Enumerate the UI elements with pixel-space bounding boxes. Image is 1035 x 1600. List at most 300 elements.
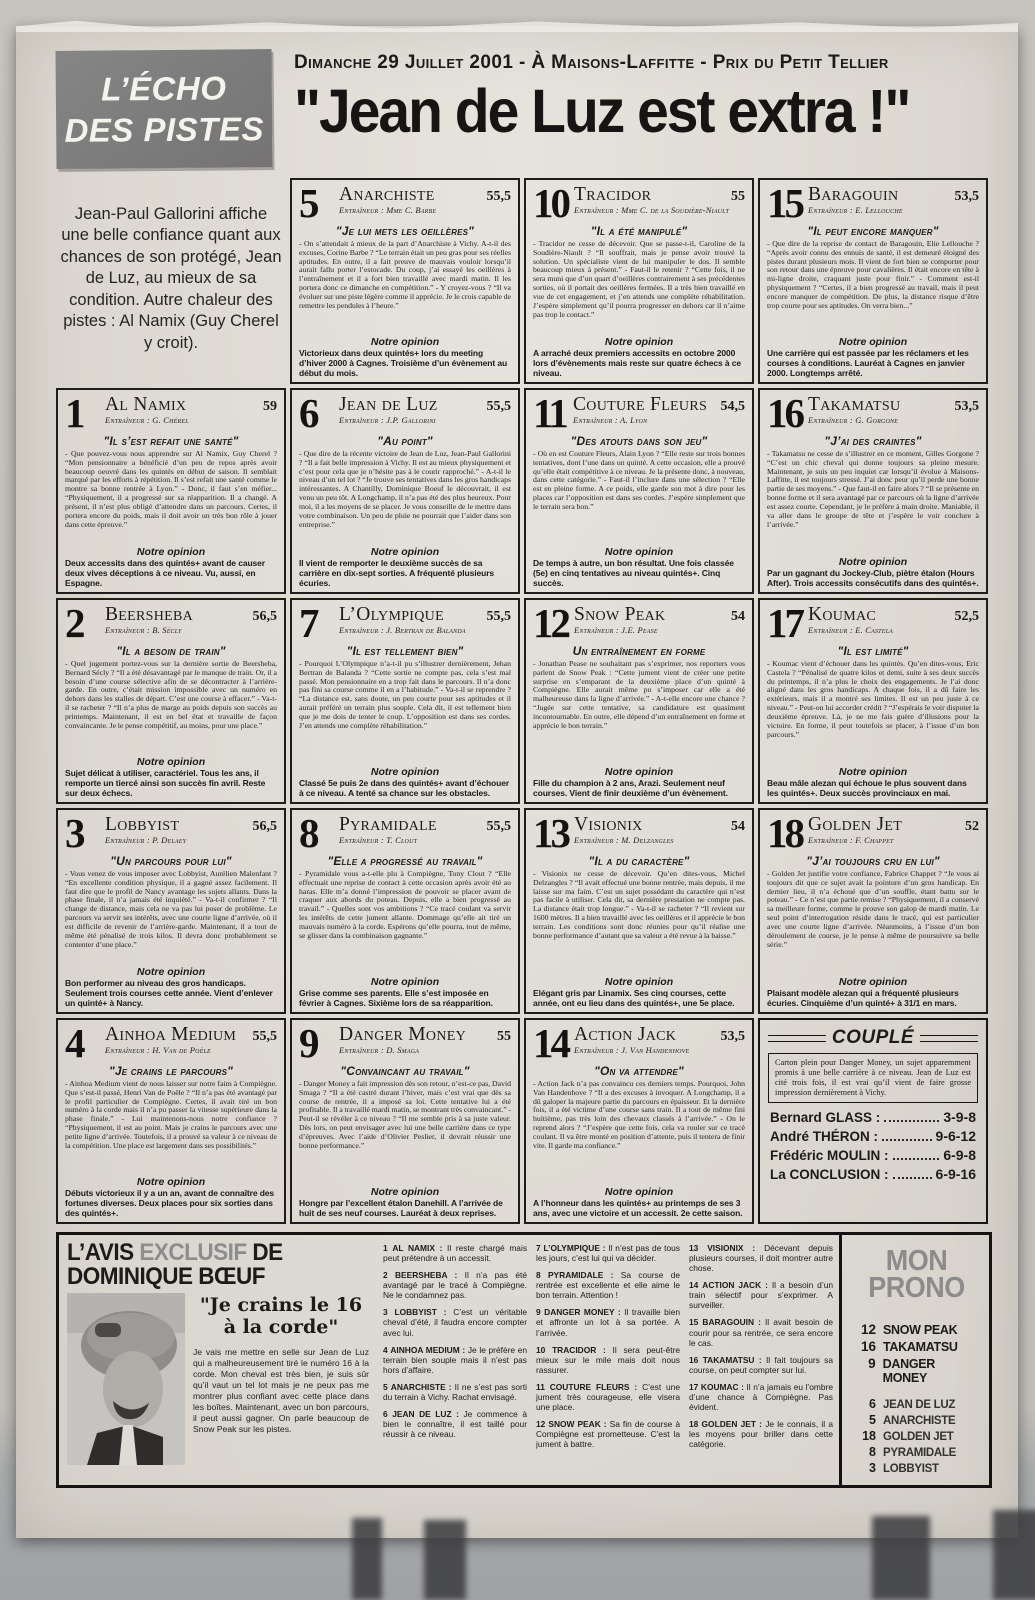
summary-text: Il sera peut-être mieux sur le mile mais doit nous rassurer. <box>536 1344 680 1375</box>
horse-name: Jean de Luz <box>339 394 438 415</box>
prono-pick-number: 3 <box>869 1461 876 1476</box>
horse-card-header <box>299 600 511 646</box>
horse-number: 12 <box>533 600 568 646</box>
summary-horse-label: 12 SNOW PEAK : <box>536 1419 607 1430</box>
horse-name: Golden Jet <box>808 814 903 835</box>
horse-weight: 55,5 <box>252 1029 277 1044</box>
horse-summaries-list <box>377 1235 839 1485</box>
jockey-statement: Je vais me mettre en selle sur Jean de Luz qui a malheureusement tiré le numéro 16 à la corde. Mon cheval est très bien, je suis sûr qu’il vaut un tel lot mais je ne peux pas me montrer plus confiant avec cette place dans les boîtes. Maintenant, avec un bon parcours, il peut aussi gagner. On parle beaucoup de Snow Peak sur les pistes. <box>193 1346 369 1434</box>
couple-picks-list <box>768 1109 978 1182</box>
prono-other-picks <box>852 1397 981 1475</box>
horse-quote-headline: "Il s’est refait une santé" <box>103 433 239 448</box>
horse-card <box>290 808 520 1014</box>
prono-pick-name: TAKAMATSU <box>883 1340 958 1355</box>
horse-card <box>758 178 988 384</box>
notre-opinion-text: Sujet délicat à utiliser, caractériel. Tous les ans, il remporte un tiercé ainsi son succès fin avril. Reste sur deux échecs. <box>65 768 266 799</box>
prono-pick-number: 16 <box>860 1339 876 1355</box>
couple-pick-numbers: 6-9-16 <box>935 1165 976 1182</box>
newspaper-sheet <box>16 26 1018 1538</box>
horse-trainer: Entraîneur : M. Delzangles <box>574 835 674 845</box>
horse-summary-item <box>383 1270 527 1300</box>
summary-text: Sa fin de course à Compiègne est prometteuse. C’est la jument à battre. <box>536 1419 681 1450</box>
horse-card-header <box>533 600 745 646</box>
horse-name: Al Namix <box>105 394 187 415</box>
prono-pick-number: 9 <box>868 1356 876 1372</box>
horse-summary-item <box>536 1345 680 1375</box>
jockey-name: DOMINIQUE BŒUF <box>67 1262 265 1290</box>
couple-picker-name: Frédéric MOULIN : <box>770 1147 889 1163</box>
rule-line <box>768 1035 826 1042</box>
notre-opinion-text: Victorieux dans deux quintés+ lors du meeting d’hiver 2000 à Cagnes. Troisième d’un évènement au début du mois. <box>299 348 508 379</box>
horse-number: 14 <box>533 1020 568 1066</box>
horse-trainer: Entraîneur : J. Van Handenhove <box>574 1045 690 1055</box>
horse-name: Anarchiste <box>339 184 435 205</box>
horse-trainer: Entraîneur : Mme C. Barbe <box>339 205 437 215</box>
horse-summary-item <box>383 1382 527 1402</box>
notre-opinion-text: Débuts victorieux il y a un an, avant de connaître des fortunes diverses. Deux places pour six sorties dans des quintés+. <box>65 1188 275 1219</box>
horse-card-header <box>533 810 745 856</box>
jockey-photo-illustration <box>67 1293 185 1465</box>
expert-opinion-block <box>59 1235 377 1485</box>
horse-number: 6 <box>299 390 317 436</box>
horse-trainer: Entraîneur : E. Castela <box>808 625 893 635</box>
horse-interview-text: - Ainhoa Medium vient de nous laisser sur notre faim à Compiègne. Que s’est-il passé, Henri Van de Poële ? “Il n’a pas été avantagé par le profil particulier de Compiègne. Certes, il avait tiré un bon numéro à la corde mais il n’a pu passer la vitesse supérieure dans la phase finale.” - Lui maintenons-nous notre confiance ? “Physiquement, il est au point. Mais je crains le parcours avec une petite ligne d’arrivée. Toutefois, il a prouvé sa valeur à ce niveau de la compétition. Une place est largement dans ses possibilités.” <box>65 1079 277 1150</box>
horse-card <box>758 808 988 1014</box>
scan-shadow-bar <box>352 1518 382 1600</box>
notre-opinion-label: Notre opinion <box>370 766 440 779</box>
horse-trainer: Entraîneur : J.P. Gallorini <box>339 415 436 425</box>
horse-interview-text: - On s’attendait à mieux de la part d’Anarchiste à Vichy. A-t-il des excuses, Corine Barbe ? “Le terrain était un peu gras pour ses réelles aptitudes. En outre, il a fait preuve de mauvais vouloir lorsqu’il aurait fallu porter l’estocade. Du coup, j’ai essayé les oeillères à l’entraînement et il a fort bien travaillé avec mardi matin. Il les portera donc ce dimanche en compétition.” - Y croyez-vous ? “Il va évoluer sur une piste légère comme il apprécie. Je le crois capable de remettre les pendules à l’heure.” <box>299 239 511 310</box>
summary-text: Décevant depuis plusieurs courses, il doit montrer autre chose. <box>689 1243 833 1274</box>
masthead <box>56 50 992 168</box>
notre-opinion-text: Bon performer au niveau des gros handicaps. Seulement trois courses cette année. Vient d’enlever un quinté+ à Nancy. <box>65 978 273 1009</box>
notre-opinion-label: Notre opinion <box>136 546 206 559</box>
prono-pick-number: 8 <box>869 1445 876 1460</box>
couple-pick-row <box>770 1128 976 1144</box>
scan-shadow-bar <box>872 1516 930 1600</box>
notre-opinion-label: Notre opinion <box>136 1176 206 1189</box>
jockey-quote: "Je crains le 16 à la corde" <box>199 1293 363 1338</box>
summary-text: Je commence à bien le connaître, il est taillé pour réussir à ce niveau. <box>383 1409 527 1440</box>
couple-pick-row <box>770 1147 976 1163</box>
horse-trainer: Entraîneur : B. Sécly <box>105 625 182 635</box>
horse-card <box>524 388 754 594</box>
notre-opinion-text: De temps à autre, un bon résultat. Une fois classée (5e) en cinq tentatives au niveau quintés+. Cinq succès. <box>533 558 734 589</box>
horse-weight: 54,5 <box>720 399 745 414</box>
notre-opinion-text: Une carrière qui est passée par les réclamers et les courses à conditions. Lauréat à Cagnes en janvier 2000. Longtemps arrêté. <box>767 348 969 379</box>
horse-card <box>290 1018 520 1224</box>
summary-text: Sa course de rentrée est excellente et elle aime le bon terrain. Attention ! <box>536 1270 681 1301</box>
horse-trainer: Entraîneur : Mme C. de la Soudière-Niault <box>574 205 730 215</box>
horse-weight: 55,5 <box>486 399 511 414</box>
horse-weight: 56,5 <box>252 609 277 624</box>
prono-pick-number: 12 <box>860 1322 876 1338</box>
horse-interview-text: - Visionix ne cesse de décevoir. Qu’en dites-vous, Michel Delzangles ? “Il avait effectué une bonne rentrée, mais depuis, il me laisse sur ma faim. C’est un sujet possédant du caractère qui n’est pas facile à utiliser. Cela dit, sa dernière prestation ne compte pas. La distance était trop longue.” - Va-t-il se racheter ? “Il revient sur 1600 mètres. Il a bien travaillé avec les oeillères et il apprécie le bon terrain. Les conditions sont donc réunies pour qu’il réalise une bonne performance d’autant que sa valeur a été revue à la baisse.” <box>533 869 745 940</box>
race-dateline: Dimanche 29 Juillet 2001 - À Maisons-Laffitte - Prix du Petit Tellier <box>294 52 889 73</box>
horse-interview-text: - Golden Jet justifie votre confiance, Fabrice Chappet ? “Je vous ai toujours dit que ce sujet avait la pointure d’un gros handicap. En dernier lieu, il n’a échoué que d’un souffle, étant battu sur le poteau.” - Ce n’est que partie remise ? “Physiquement, il a conservé sa meilleure forme, comme le prouve son galop de mardi matin. Le seul point d’interrogation réside dans le tracé, qui est particulier avec une courte ligne d’arrivée. Néanmoins, à l’issue d’un bon déroulement de course, je le pense à même de poursuivre sa belle série.” <box>767 869 979 949</box>
summary-text: Il fait toujours sa course, on peut compter sur lui. <box>689 1354 834 1375</box>
horse-interview-text: - Quel jugement portez-vous sur la dernière sortie de Beersheba, Bernard Sécly ? “Il a été désavantagé par le manque de train. Or, il a besoin d’une course sélective afin de se décontracter à l’arrière-garde. En outre, c’était mission impossible avec un numéro en dehors dans les stalles de départ. C’est une course à effacer.” - Va-t-il se racheter ? “Il n’a plus de marge au poids depuis son succès au printemps. Maintenant, il est en bel état et travaille de façon convaincante. Je le pense compétitif, au moins, pour une place.” <box>65 659 277 730</box>
prono-pick-name: JEAN DE LUZ <box>883 1399 956 1412</box>
couple-text: Carton plein pour Danger Money, un sujet apparemment promis à une belle carrière à ce niveau. Jean de Luz est cité trois fois, il est vrai qu’il vient de faire grosse impression dernièrement à Vichy. <box>768 1053 978 1103</box>
notre-opinion-text: Par un gagnant du Jockey-Club, piètre étalon (Hours After). Trois accessits consécutifs dans des quintés+. <box>767 568 979 589</box>
dotted-leader <box>893 1158 940 1160</box>
horse-trainer: Entraîneur : J. Bertran de Balanda <box>339 625 466 635</box>
couple-box <box>758 1018 988 1224</box>
horse-quote-headline: "Convaincant au travail" <box>340 1063 470 1078</box>
horse-quote-headline: "On va attendre" <box>594 1063 684 1078</box>
horse-number: 5 <box>299 180 317 226</box>
summary-horse-label: 18 GOLDEN JET : <box>689 1419 762 1430</box>
column-3 <box>524 178 754 1224</box>
notre-opinion-text: Deux accessits dans des quintés+ avant de causer deux vives déceptions à ce niveau. Vu, aussi, en Espagne. <box>65 558 266 589</box>
horse-interview-text: - Action Jack n’a pas convaincu ces derniers temps. Pourquoi, John Van Handenhove ? “Il a des excuses à invoquer. A Longchamp, il a dû galoper la majeure partie du parcours en épaisseur. Et la dernière fois, il a été victime d’une course sans train. Il a tout de même fini huitième, pas très loin des chevaux classés à l’arrivée.” - On le reprend alors ? “J’espère que cette fois, cela va rouler sur ce tracé coulant. Il va être monté en position d’attente, puis il tentera de finir vite. Il garde ma confiance.” <box>533 1079 745 1150</box>
horse-interview-text: - Jonathan Pease ne souhaitant pas s’exprimer, nos reporters vous parlent de Snow Peak : “Cette jument vient de créer une petite surprise en s’emparant de la deuxième place d’un quinté à Compiègne. Elle aurait même pu s’imposer car elle a été malheureuse dans la ligne d’arrivée.” - A-t-elle encore une chance ? “Jugée sur cette tentative, sa candidature est quasiment incontournable. En outre, elle dépend d’un entraînement en forme et apprécie le bon terrain.” <box>533 659 745 730</box>
horse-card-header <box>767 180 979 226</box>
notre-opinion-text: Plaisant modèle alezan qui a fréquenté plusieurs écuries. Cinquième d’un quinté+ à 31/1 en mars. <box>767 988 959 1009</box>
summary-horse-label: 14 ACTION JACK : <box>689 1280 768 1291</box>
horse-number: 7 <box>299 600 317 646</box>
horse-trainer: Entraîneur : E. Lellouche <box>808 205 903 215</box>
horse-weight: 52,5 <box>954 609 979 624</box>
horse-card <box>524 1018 754 1224</box>
horse-card <box>56 388 286 594</box>
horse-card <box>290 598 520 804</box>
horse-card <box>758 598 988 804</box>
summary-horse-label: 5 ANARCHISTE : <box>383 1381 452 1392</box>
summary-text: Je le préfère en terrain bien souple mais il n’est pas hors d’affaire. <box>383 1344 528 1375</box>
notre-opinion-label: Notre opinion <box>838 336 908 349</box>
horse-weight: 55 <box>731 189 745 204</box>
prono-pick-name: LOBBYIST <box>883 1463 939 1476</box>
summary-horse-label: 7 L’OLYMPIQUE : <box>536 1243 606 1253</box>
horse-card-header <box>299 390 511 436</box>
torn-paper-edge <box>16 18 1018 32</box>
notre-opinion-text: Classé 5e puis 2e dans des quintés+ avant d’échouer à ce niveau. A tenté sa chance sur les obstacles. <box>299 778 510 799</box>
dotted-leader <box>893 1177 932 1179</box>
prono-box <box>839 1235 989 1485</box>
horse-summary-item <box>689 1280 833 1310</box>
prono-pick-name: SNOW PEAK <box>883 1323 958 1338</box>
horse-weight: 55,5 <box>486 609 511 624</box>
horse-number: 9 <box>299 1020 317 1066</box>
horse-summary-item <box>689 1419 833 1449</box>
horse-quote-headline: Un entraînement en forme <box>572 643 706 658</box>
summary-text: C’est une jument très courageuse, elle visera une place. <box>536 1381 680 1413</box>
summary-horse-label: 1 AL NAMIX : <box>383 1243 443 1253</box>
notre-opinion-label: Notre opinion <box>604 546 674 559</box>
horse-number: 16 <box>767 390 802 436</box>
notre-opinion-label: Notre opinion <box>838 976 908 989</box>
bottom-band <box>56 1232 992 1488</box>
notre-opinion-label: Notre opinion <box>838 556 908 569</box>
horse-weight: 54 <box>731 609 745 624</box>
summary-horse-label: 4 AINHOA MEDIUM : <box>383 1344 466 1355</box>
couple-picker-name: Bernard GLASS : <box>770 1109 881 1125</box>
prono-pick-row <box>852 1397 981 1411</box>
horse-summary-item <box>383 1243 527 1263</box>
notre-opinion-text: Grise comme ses parents. Elle s’est imposée en février à Cagnes. Sixième lors de sa réapparition. <box>299 988 493 1009</box>
couple-pick-numbers: 9-6-12 <box>935 1127 976 1144</box>
horse-number: 1 <box>65 390 83 436</box>
horse-name: Pyramidale <box>339 814 437 835</box>
horse-weight: 52 <box>965 819 979 834</box>
horse-weight: 56,5 <box>252 819 277 834</box>
horse-number: 13 <box>533 810 568 856</box>
horse-weight: 53,5 <box>954 189 979 204</box>
horse-interview-text: - Que dire de la reprise de contact de Baragouin, Elie Lellouche ? “Après avoir connu des ennuis de santé, il est demeuré éloigné des pistes durant plusieurs mois. Il vient de fort bien se comporter pour son retour dans une épreuve pour cavalières. Il était encore en tête à mi-ligne droite, craquant juste pour finir.” - Comment est-il physiquement ? “Certes, il a bien progressé au travail, mais il peut encore manquer de compétition. De plus, la distance risque d’être trop courte pour ses aptitudes. On verra bien...” <box>767 239 979 310</box>
expert-opinion-heading: L’AVIS EXCLUSIF DE DOMINIQUE BŒUF <box>67 1238 283 1290</box>
horse-name: Lobbyist <box>105 814 180 835</box>
horse-card-header <box>299 1020 511 1066</box>
horse-trainer: Entraîneur : H. Van de Poële <box>105 1045 211 1055</box>
horse-name: Visionix <box>574 814 643 835</box>
summary-text: C’est un véritable cheval d’été, il faudra encore compter avec lui. <box>383 1307 527 1338</box>
horse-card-header <box>299 810 511 856</box>
horse-number: 2 <box>65 600 83 646</box>
prono-pick-row <box>852 1413 981 1427</box>
horse-name: L’Olympique <box>339 604 444 625</box>
couple-pick-row <box>770 1109 976 1125</box>
horse-card-header <box>65 810 277 856</box>
scan-shadow-bar <box>993 1510 1035 1600</box>
horse-card-header <box>767 810 979 856</box>
prono-pick-row <box>852 1429 981 1443</box>
notre-opinion-label: Notre opinion <box>370 1186 440 1199</box>
horse-number: 18 <box>767 810 802 856</box>
horse-card-header <box>533 180 745 226</box>
summary-text: Il n’est pas de tous les jours, c’est lui qui va décider. <box>536 1243 680 1264</box>
notre-opinion-label: Notre opinion <box>370 976 440 989</box>
horse-summary-item <box>383 1409 527 1439</box>
summary-text: Il reste chargé mais peut prétendre à un accessit. <box>383 1243 528 1264</box>
horse-weight: 53,5 <box>720 1029 745 1044</box>
summary-horse-label: 15 BARAGOUIN : <box>689 1317 761 1328</box>
prono-pick-number: 18 <box>862 1429 876 1444</box>
horse-card-header <box>533 390 745 436</box>
horse-card-header <box>767 390 979 436</box>
horse-quote-headline: "Il a besoin de train" <box>116 643 226 658</box>
summary-text: Je le connais, il a les moyens pour briller dans cette catégorie. <box>689 1419 833 1450</box>
horse-interview-text: - Que pouvez-vous nous apprendre sur Al Namix, Guy Cherel ? “Mon pensionnaire a bénéficié d’un peu de repos après avoir beaucoup oeuvré dans les quintés en début de saison. Il semblait marqué par les efforts à répétition. Il s’est refait une santé comme le montre sa bonne rentrée à Lyon.” - Donc, il faut s’en méfier... “Physiquement, il a progressé sur sa réapparition. Il a changé. A présent, il n’est plus obligé d’attendre dans un parcours. Certes, il portera encore du poids, mais il doit avoir un très bon rôle à jouer dans cette épreuve.” <box>65 449 277 529</box>
horse-trainer: Entraîneur : J.E. Pease <box>574 625 658 635</box>
horse-cards-grid <box>56 178 992 1224</box>
prono-pick-row <box>852 1339 981 1354</box>
horse-summary-item <box>383 1307 527 1337</box>
summary-horse-label: 2 BEERSHEBA : <box>383 1270 458 1281</box>
horse-card <box>524 598 754 804</box>
horse-quote-headline: "Je crains le parcours" <box>108 1063 234 1078</box>
horse-trainer: Entraîneur : D. Smaga <box>339 1045 420 1055</box>
horse-name: Couture Fleurs <box>573 394 708 415</box>
horse-name: Takamatsu <box>808 394 901 415</box>
horse-quote-headline: "Elle a progressé au travail" <box>327 853 483 868</box>
notre-opinion-label: Notre opinion <box>838 766 908 779</box>
horse-card <box>56 808 286 1014</box>
horse-name: Ainhoa Medium <box>105 1024 237 1045</box>
horse-card <box>290 178 520 384</box>
horse-interview-text: - Pourquoi L’Olympique n’a-t-il pu s’illustrer dernièrement, Jehan Bertran de Balanda ? “Cette sortie ne compte pas, cela s’est mal passé. Mon pensionnaire en a trop fait dans le parcours. Il n’a donc pas fini sa course comme il en a l’habitude.” - Va-t-il se reprendre ? “La distance est, sans doute, un peu courte pour ses aptitudes et il aurait préféré un terrain plus souple. Cela dit, il est tellement bien que je me dois de tenter le coup. L’opposition est dans ses cordes. J’en attends une complète réhabilitation.” <box>299 659 511 730</box>
prono-pick-name: PYRAMIDALE <box>883 1447 957 1460</box>
horse-card <box>56 1018 286 1224</box>
horse-name: Beersheba <box>105 604 194 625</box>
horse-interview-text: - Koumac vient d’échouer dans les quintés. Qu’en dites-vous, Eric Castela ? “Pénalisé de quatre kilos et demi, suite à ses deux succès du printemps, il n’a plus le choix des engagements. Je l’ai donc aligné dans les gros handicaps. A chaque fois, il a dû faire les extérieurs, mais il a montré ses limites. Il est un peu juste à ce niveau.” - Peut-on lui accorder crédit ? “J’espérais le voir disputer la deuxième épreuve. Là, je ne me fais guère d’illusions pour la victoire. En forme, il peut toutefois se placer, à l’issue d’un bon parcours.” <box>767 659 979 739</box>
horse-summary-item <box>536 1243 680 1263</box>
dotted-leader <box>882 1139 932 1141</box>
horse-trainer: Entraîneur : G. Chérel <box>105 415 189 425</box>
column-2 <box>290 178 520 1224</box>
summary-horse-label: 16 TAKAMATSU : <box>689 1354 762 1365</box>
horse-summary-item <box>536 1270 680 1300</box>
couple-title: COUPLÉ <box>831 1027 915 1048</box>
couple-pick-numbers: 6-9-8 <box>943 1146 976 1163</box>
couple-picker-name: La CONCLUSION : <box>770 1166 889 1182</box>
notre-opinion-text: Il vient de remporter le deuxième succès de sa carrière en dix-sept sorties. A fréquenté plusieurs écuries. <box>299 558 495 589</box>
summary-horse-label: 17 KOUMAC : <box>689 1381 744 1392</box>
horse-card <box>56 598 286 804</box>
horse-summary-item <box>689 1317 833 1347</box>
horse-trainer: Entraîneur : G. Gorgone <box>808 415 899 425</box>
horse-interview-text: - Pyramidale vous a-t-elle plu à Compiègne, Tony Clout ? “Elle effectuait une reprise de contact à cette occasion après avoir été au haras. Elle m’a donné l’impression de pouvoir se placer avant de craquer aux abords du poteau. Depuis, elle a bien progressé au travail.” - Quelles sont vos ambitions ? “Ce tracé coulant va servir les intérêts de cette jument allante. Dommage qu’elle ait tiré un mauvais numéro à la corde. Espérons qu’elle pourra, tout de même, se glisser dans la combinaison gagnante.” <box>299 869 511 940</box>
horse-weight: 55,5 <box>486 189 511 204</box>
summary-horse-label: 13 VISIONIX : <box>689 1243 756 1253</box>
horse-number: 8 <box>299 810 317 856</box>
notre-opinion-text: Hongre par l’excellent étalon Danehill. A l’arrivée de huit de ses neuf courses. Lauréat à deux reprises. <box>299 1198 503 1219</box>
summary-horse-label: 3 LOBBYIST : <box>383 1307 447 1318</box>
horse-quote-headline: "Au point" <box>377 433 433 448</box>
dotted-leader <box>884 1120 939 1122</box>
notre-opinion-label: Notre opinion <box>604 1186 674 1199</box>
horse-number: 15 <box>767 180 802 226</box>
couple-pick-row <box>770 1166 976 1182</box>
horse-summary-item <box>536 1419 680 1449</box>
horse-card-header <box>533 1020 745 1066</box>
horse-summary-item <box>689 1243 833 1273</box>
notre-opinion-text: Fille du champion à 2 ans, Arazi. Seulement neuf courses. Vient de finir deuxième d’un évènement. <box>533 778 728 799</box>
notre-opinion-label: Notre opinion <box>604 766 674 779</box>
horse-name: Action Jack <box>574 1024 677 1045</box>
notre-opinion-label: Notre opinion <box>136 756 206 769</box>
horse-quote-headline: "J’ai toujours cru en lui" <box>806 853 940 868</box>
horse-name: Koumac <box>808 604 876 625</box>
horse-card <box>524 808 754 1014</box>
horse-number: 11 <box>533 390 566 436</box>
horse-number: 3 <box>65 810 83 856</box>
summary-text: Il travaille bien et affronte un lot à sa portée. A l’arrivée. <box>536 1307 681 1338</box>
horse-card-header <box>65 390 277 436</box>
notre-opinion-label: Notre opinion <box>136 966 206 979</box>
horse-quote-headline: "Un parcours pour lui" <box>110 853 232 868</box>
horse-quote-headline: "Des atouts dans son jeu" <box>570 433 708 448</box>
prono-pick-number: 6 <box>869 1397 876 1412</box>
prono-pick-row <box>852 1356 981 1385</box>
couple-pick-numbers: 3-9-8 <box>943 1108 976 1125</box>
summary-text: Il n’a jamais eu l’ombre d’une chance à Compiègne. Pas évident. <box>689 1381 834 1413</box>
notre-opinion-label: Notre opinion <box>370 336 440 349</box>
horse-weight: 55,5 <box>486 819 511 834</box>
jockey-photo <box>67 1293 185 1465</box>
horse-number: 4 <box>65 1020 83 1066</box>
prono-pick-name: DANGER MONEY <box>882 1357 936 1386</box>
horse-interview-text: - Tracidor ne cesse de décevoir. Que se passe-t-il, Caroline de la Soudière-Niault ? “Il souffrait, mais je pense avoir trouvé la solution. Un spécialiste vient de lui manipuler le dos. Il semble beaucoup mieux à présent.” - Faut-il le retenir ? “Cette fois, il ne sera muni que d’un quart d’oeillères contrairement à ses précédentes sorties, où il portait des oeillères fermées. Il a très bien travaillé en vue de cet engagement, et j’en attends une complète réhabilitation. J’espère simplement qu’il pourra progresser en dehors car il n’aime pas trop le contact.” <box>533 239 745 319</box>
horse-card-header <box>65 1020 277 1066</box>
prono-pick-row <box>852 1322 981 1337</box>
summary-horse-label: 9 DANGER MONEY : <box>536 1307 621 1318</box>
prono-title: MON PRONO <box>868 1244 965 1303</box>
column-1 <box>56 178 286 1224</box>
horse-weight: 53,5 <box>954 399 979 414</box>
notre-opinion-label: Notre opinion <box>370 546 440 559</box>
publication-logo <box>55 49 272 169</box>
horse-interview-text: - Danger Money a fait impression dès son retour, n’est-ce pas, David Smaga ? “Il a été castré durant l’hiver, mais c’est vrai que dès sa course de rentrée, il a imposé sa loi. Cette tentative lui a été profitable. Il a travaillé mardi matin, se montrant très convaincant.” - Peut-il se révéler à ce niveau ? “Il me semble pris à sa juste valeur. Dès lors, on peut envisager avec lui une belle carrière dans ce type d’épreuves. Avec l’aide d’Olivier Peslier, il devrait réussir une bonne performance.” <box>299 1079 511 1150</box>
horse-card <box>524 178 754 384</box>
horse-name: Danger Money <box>339 1024 466 1045</box>
main-headline: "Jean de Luz est extra !" <box>294 76 910 146</box>
horse-weight: 54 <box>731 819 745 834</box>
horse-quote-headline: "Il est limité" <box>837 643 909 658</box>
logo-line-2: DES PISTES <box>64 110 265 149</box>
horse-quote-headline: "Il peut encore manquer" <box>807 223 939 238</box>
notre-opinion-label: Notre opinion <box>604 976 674 989</box>
prono-top-picks <box>852 1322 981 1385</box>
prono-pick-row <box>852 1461 981 1475</box>
horse-trainer: Entraîneur : A. Lyon <box>573 415 648 425</box>
horse-name: Snow Peak <box>574 604 666 625</box>
summary-text: Il n’a pas été avantagé par le tracé à Compiègne. Ne le condamnez pas. <box>383 1270 527 1301</box>
horse-summary-item <box>536 1382 680 1412</box>
horse-number: 10 <box>533 180 568 226</box>
column-4 <box>758 178 988 1224</box>
horse-interview-text: - Takamatsu ne cesse de s’illustrer en ce moment, Gilles Gorgone ? “C’est un chic cheval qui donne toujours sa pleine mesure. Maintenant, je suis un peu inquiet car lorsqu’il évolue à Maisons-Laffitte, il est toujours stressé. J’ai donc peur qu’il perde une bonne partie de ses moyens.” - Que faut-il en faire alors ? “Il se présente en bonne forme et il sera avantagé par ce parcours où la ligne d’arrivée est assez courte. Cependant, je le préfère à main droite. Maniable, il va aller dans le groupe de tête et j’espère le voir conclure à l’arrivée.” <box>767 449 979 529</box>
summary-text: Il ne s’est pas sorti du terrain à Vichy. Rachat envisagé. <box>383 1381 528 1402</box>
horse-quote-headline: "Il a du caractère" <box>588 853 690 868</box>
horse-quote-headline: "Il a été manipulé" <box>590 223 688 238</box>
notre-opinion-text: A l’honneur dans les quintés+ au printemps de ses 3 ans, avec une victoire et un accessit. 2e cette saison. <box>533 1198 743 1219</box>
horse-trainer: Entraîneur : T. Clout <box>339 835 418 845</box>
horse-weight: 55 <box>497 1029 511 1044</box>
prono-pick-number: 5 <box>869 1413 876 1428</box>
intro-paragraph: Jean-Paul Gallorini affiche une belle confiance quant aux chances de son protégé, Jean de Luz, au mieux de sa condition. Autre chaleur des pistes : Al Namix (Guy Cherel y croit). <box>60 205 282 352</box>
horse-summary-item <box>536 1307 680 1337</box>
horse-interview-text: - Vous venez de vous imposer avec Lobbyist, Aurélien Malenfant ? “En excellente condition physique, il a gagné assez facilement. Il faut dire que le profil de Nancy avantage les sujets allants. Dans la phase finale, il n’a jamais été inquiété.” - Va-t-il confirmer ? “Il change de distance, mais cela ne va pas lui poser de problème. Le parcours va servir ses intérêts, avec une courte ligne d’arrivée, où il est difficile de revenir de l’arrière-garde. Maintenant, il a tout de même été pénalisé de trois kilos. Il devra donc probablement se contenter d’une place.” <box>65 869 277 949</box>
summary-text: Il a besoin d’un train sélectif pour s’exprimer. A surveiller. <box>689 1280 834 1311</box>
horse-card-header <box>65 600 277 646</box>
horse-quote-headline: "J’ai des craintes" <box>824 433 922 448</box>
horse-summary-item <box>689 1382 833 1412</box>
summary-horse-label: 8 PYRAMIDALE : <box>536 1270 614 1281</box>
horse-name: Baragouin <box>808 184 899 205</box>
horse-trainer: Entraîneur : P. Delaey <box>105 835 187 845</box>
summary-horse-label: 6 JEAN DE LUZ : <box>383 1409 459 1420</box>
horse-quote-headline: "Je lui mets les oeillères" <box>335 223 475 238</box>
horse-weight: 59 <box>263 399 277 414</box>
scan-shadow-bar <box>424 1520 466 1600</box>
horse-card-header <box>767 600 979 646</box>
horse-interview-text: - Où en est Couture Fleurs, Alain Lyon ? “Elle reste sur trois bonnes tentatives, dont l’une dans un quinté. A cette occasion, elle a prouvé qu’elle était compétitive à ce niveau. Je la présente donc, à nouveau, dans cette catégorie.” - Faut-il l’inclure dans une sélection ? “Elle est en pleine forme. A ce poids, elle garde son mot à dire pour les places car l’opposition est dans ses cordes. J’espère simplement que le terrain sera bon.” <box>533 449 745 511</box>
notre-opinion-text: A arraché deux premiers accessits en octobre 2000 lors d’évènements mais reste sur quatre échecs à ce niveau. <box>533 348 741 379</box>
notre-opinion-label: Notre opinion <box>604 336 674 349</box>
prono-pick-name: ANARCHISTE <box>883 1415 956 1428</box>
rule-line <box>920 1035 978 1042</box>
summary-text: Il avait besoin de courir pour sa rentrée, ce sera encore le cas. <box>689 1317 834 1348</box>
logo-line-1: L’ÉCHO <box>101 69 227 108</box>
horse-summary-item <box>383 1345 527 1375</box>
notre-opinion-text: Elégant gris par Linamix. Ses cinq courses, cette année, ont eu lieu dans des quintés+, une 5e place. <box>533 988 735 1009</box>
horse-interview-text: - Que dire de la récente victoire de Jean de Luz, Jean-Paul Gallorini ? “Il a fait belle impression à Vichy. Il est au mieux physiquement et c’est pour cela que je n’hésite pas à le courir rapproché.” - A-t-il le niveau d’un tel lot ? “Je trouve ses tentatives dans les gros handicaps intéressantes. A Chantilly, Dominique Boeuf le découvrait, il est venu un peu tôt. A Longchamp, il n’a pas été des plus heureux. Pour moi, il a les moyens de se placer. Je vous conseille de le mettre dans votre combinaison. Un peu de pluie ne pourrait que l’aider dans son entreprise.” <box>299 449 511 529</box>
horse-summary-item <box>689 1355 833 1375</box>
prono-pick-row <box>852 1445 981 1459</box>
horse-quote-headline: "Il est tellement bien" <box>346 643 464 658</box>
